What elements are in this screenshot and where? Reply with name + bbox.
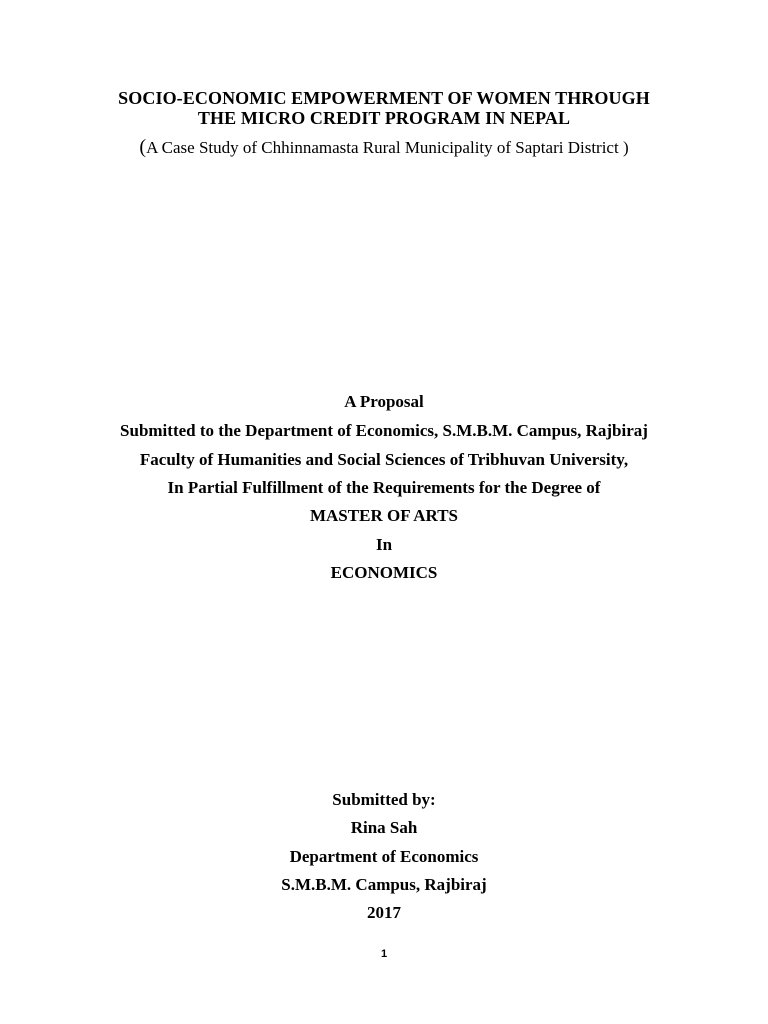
submitted-by-label: Submitted by: [332,790,436,809]
author-name: Rina Sah [350,818,418,837]
proposal-heading: A Proposal [344,392,424,411]
title-line-2: THE MICRO CREDIT PROGRAM IN NEPAL [197,108,571,128]
fulfillment-line: In Partial Fulfillment of the Requirements for the Degree of [167,478,601,497]
author-department: Department of Economics [289,847,479,866]
author-campus: S.M.B.M. Campus, Rajbiraj [281,875,487,894]
subtitle-text: A Case Study of Chhinnamasta Rural Municipality of Saptari District ) [146,138,629,157]
degree-line: MASTER OF ARTS [309,506,459,525]
submission-year: 2017 [367,903,401,922]
faculty-line: Faculty of Humanities and Social Sciences of Tribhuvan University, [139,450,629,469]
subtitle-open-paren: ( [139,136,147,158]
in-line: In [375,535,393,554]
subject-line: ECONOMICS [330,563,438,582]
submitted-to-line: Submitted to the Department of Economics, S.M.B.M. Campus, Rajbiraj [120,421,648,440]
page-number: 1 [380,948,388,960]
title-line-1: SOCIO-ECONOMIC EMPOWERMENT OF WOMEN THROUGH [118,88,650,108]
subtitle [0,136,768,159]
